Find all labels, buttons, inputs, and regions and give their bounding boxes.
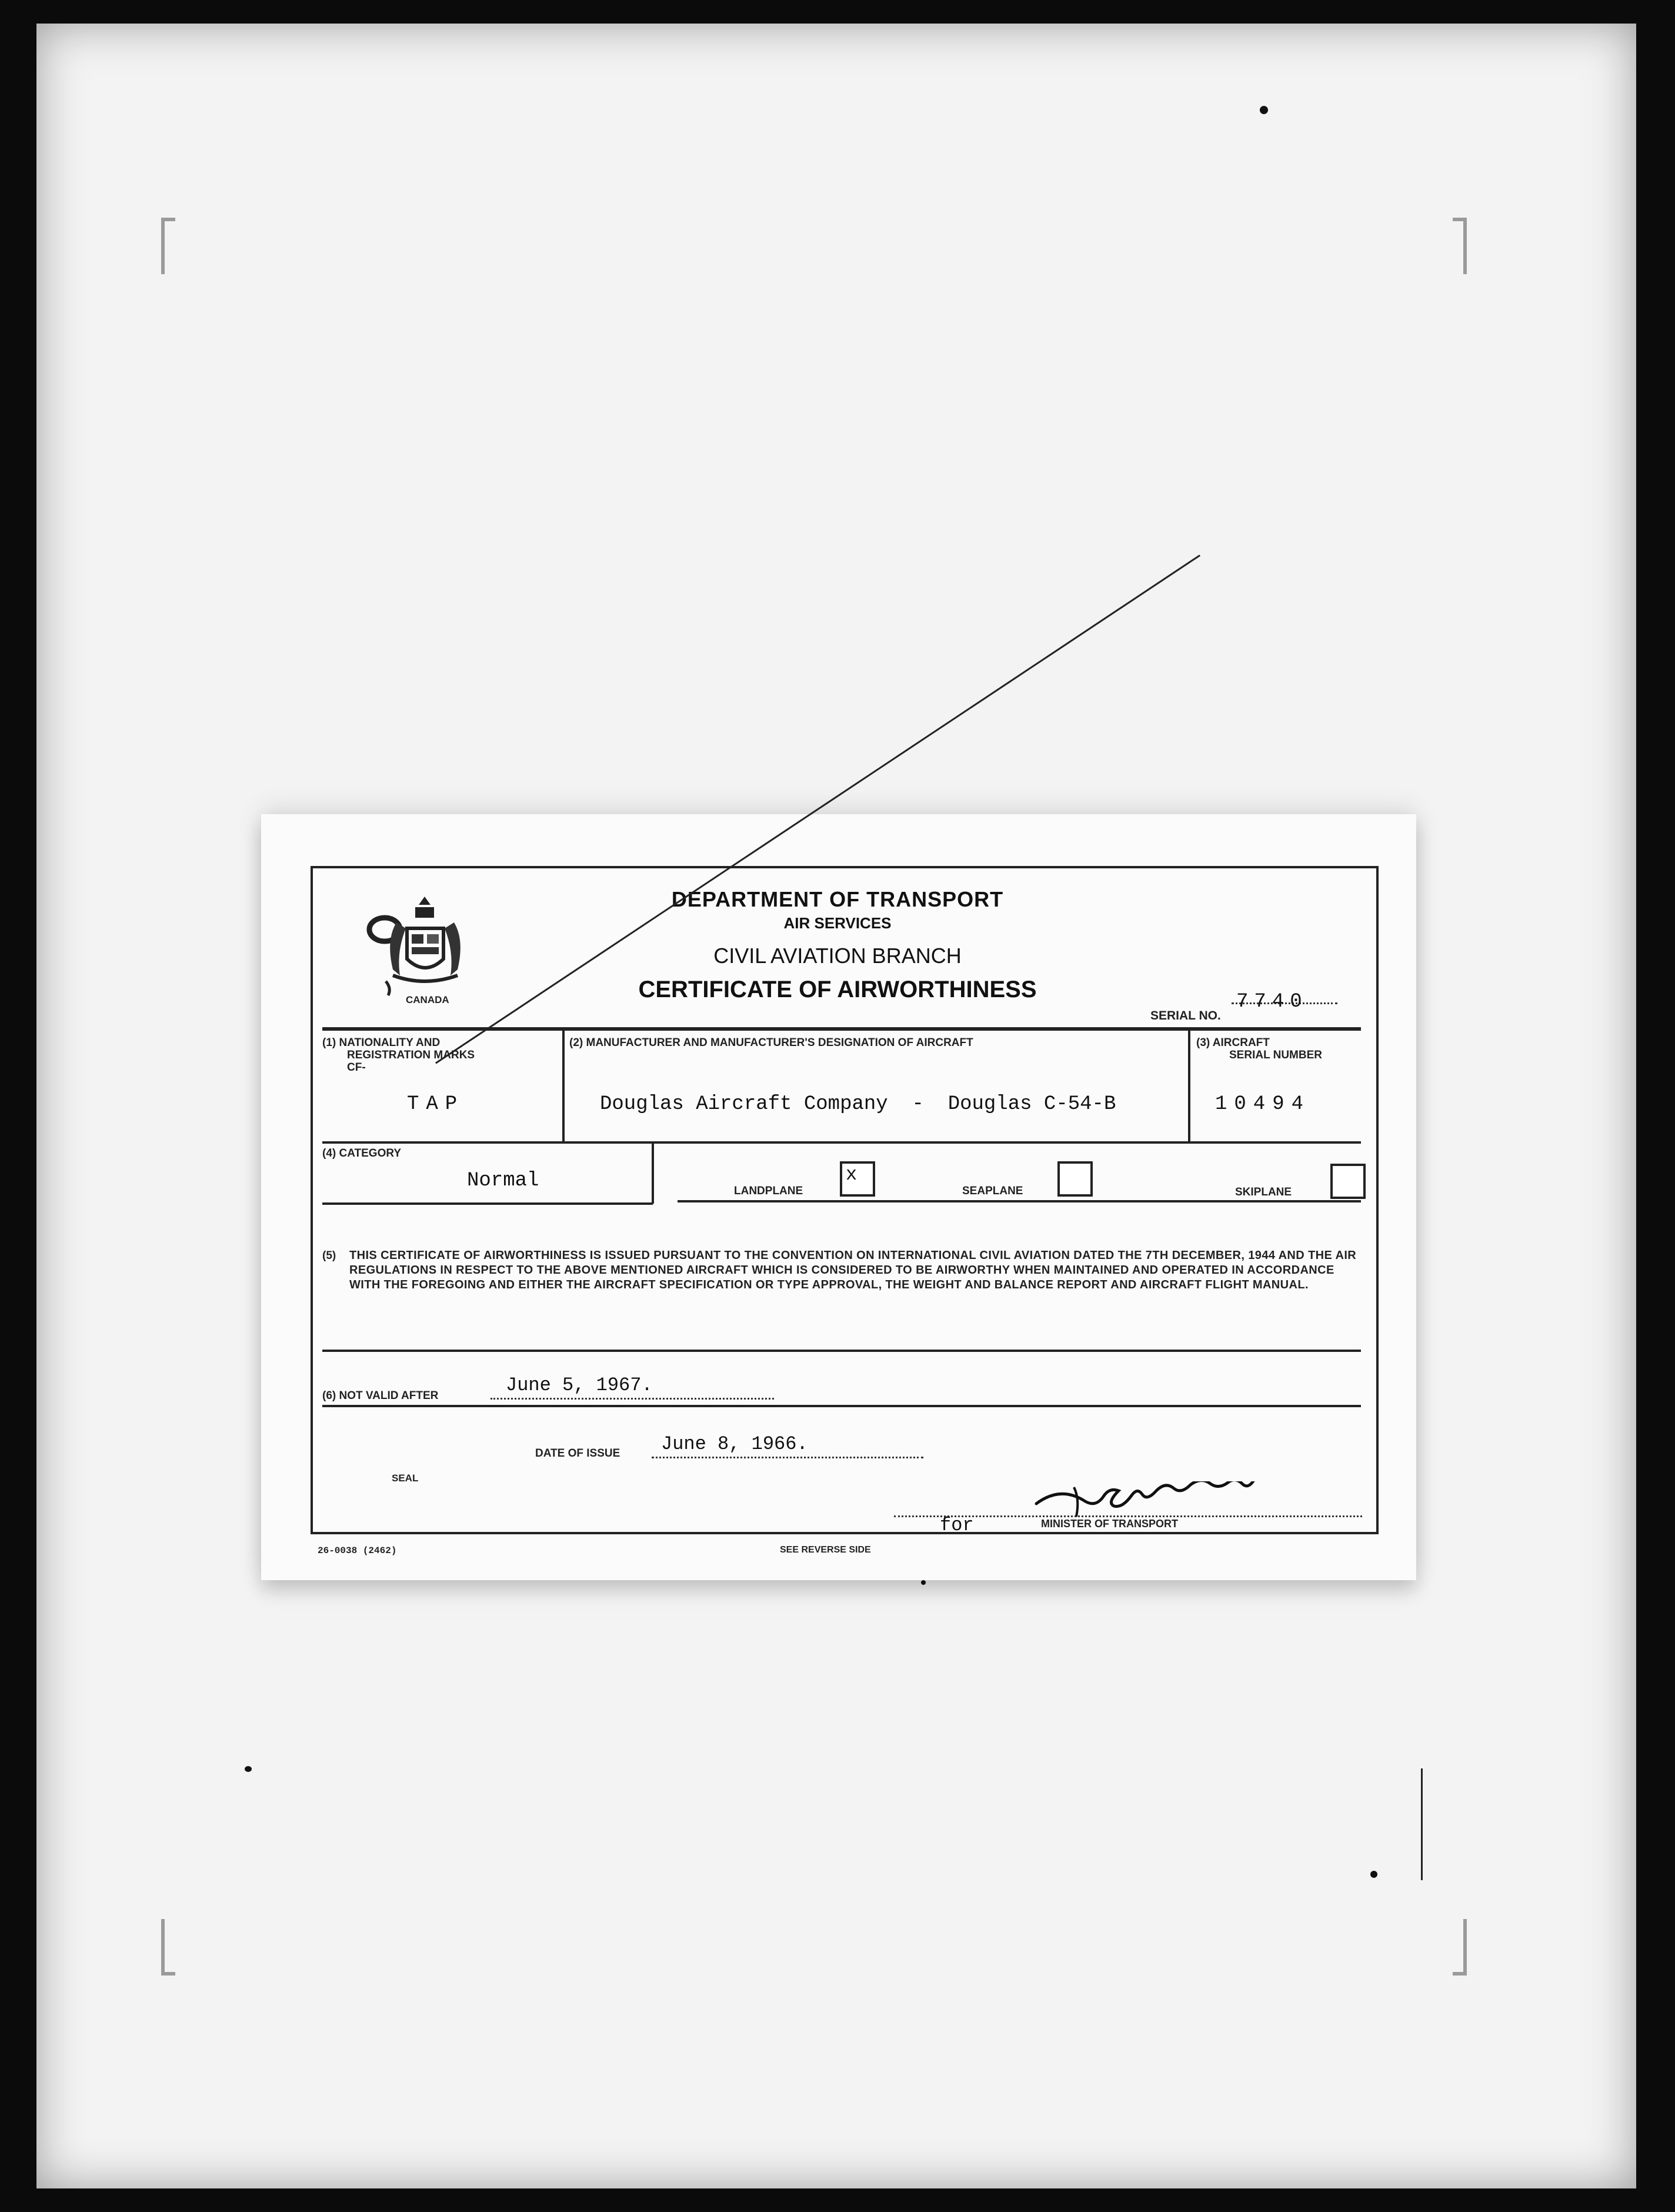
country-label: CANADA	[406, 994, 449, 1005]
rule	[562, 1031, 565, 1142]
dust-speck	[245, 1766, 252, 1772]
field4-label: (4) CATEGORY	[322, 1147, 402, 1160]
field1-label-line: CF-	[347, 1061, 366, 1074]
landplane-check-mark: x	[846, 1164, 857, 1185]
field1-label-line: (1) NATIONALITY AND	[322, 1037, 441, 1049]
rule	[652, 1144, 654, 1204]
certificate-statement: THIS CERTIFICATE OF AIRWORTHINESS IS ISSUED PURSUANT TO THE CONVENTION ON INTERNATIONAL CIVIL AVIATION DATED THE 7TH DECEMBER, 1944 AND THE AIR REGULATIONS IN RESPECT TO THE ABOVE MENTIONED AIRCRAFT WHICH IS CONSIDERED TO BE AIRWORTHY WHEN MAINTAINED AND OPERATED IN ACCORDANCE WITH THE FOREGOING AND EITHER THE AIRCRAFT SPECIFICATION OR TYPE APPROVAL, THE WEIGHT AND BALANCE REPORT AND AIRCRAFT FLIGHT MANUAL.	[349, 1249, 1357, 1291]
category-value: Normal	[467, 1170, 539, 1192]
not-valid-after-underline	[491, 1398, 774, 1400]
field5-label: (5)	[322, 1250, 336, 1262]
dust-speck	[1260, 106, 1268, 114]
service-heading: AIR SERVICES	[783, 914, 892, 932]
crop-mark-top-right	[1453, 218, 1467, 274]
minister-label: MINISTER OF TRANSPORT	[1041, 1518, 1178, 1530]
rule	[322, 1405, 1361, 1407]
crop-mark-bottom-left	[161, 1919, 175, 1976]
field1-label-line: REGISTRATION MARKS	[347, 1049, 475, 1061]
film-scratch	[1421, 1768, 1423, 1880]
field6-label: (6) NOT VALID AFTER	[322, 1390, 439, 1402]
registration-marks-value: TAP	[407, 1093, 465, 1115]
rule	[322, 1202, 653, 1205]
certificate-title: CERTIFICATE OF AIRWORTHINESS	[638, 977, 1037, 1002]
crop-mark-top-left	[161, 218, 175, 274]
field3-label-line: (3) AIRCRAFT	[1196, 1037, 1270, 1049]
seal-label: SEAL	[392, 1473, 419, 1484]
minister-signature	[1033, 1481, 1286, 1523]
crop-mark-bottom-right	[1453, 1919, 1467, 1976]
rule	[1188, 1031, 1190, 1142]
department-heading: DEPARTMENT OF TRANSPORT	[671, 887, 1004, 911]
serial-number-value: 7740	[1236, 991, 1308, 1013]
rule	[322, 1350, 1361, 1352]
dust-speck	[1370, 1871, 1377, 1878]
not-valid-after-value: June 5, 1967.	[506, 1374, 653, 1396]
branch-heading: CIVIL AVIATION BRANCH	[713, 944, 962, 968]
field2-label: (2) MANUFACTURER AND MANUFACTURER'S DESIGNATION OF AIRCRAFT	[569, 1037, 973, 1049]
rule	[678, 1200, 1361, 1202]
field3-label	[1196, 1037, 1322, 1061]
skiplane-checkbox[interactable]	[1330, 1164, 1366, 1199]
see-reverse-side: SEE REVERSE SIDE	[780, 1545, 871, 1555]
dust-speck	[921, 1580, 926, 1585]
field3-label-line: SERIAL NUMBER	[1229, 1049, 1322, 1061]
date-of-issue-value: June 8, 1966.	[661, 1433, 808, 1455]
rule	[322, 1141, 1361, 1144]
date-of-issue-underline	[652, 1457, 923, 1458]
for-text: for	[940, 1514, 974, 1536]
aircraft-serial-value: 10494	[1215, 1093, 1311, 1115]
seaplane-checkbox[interactable]	[1057, 1161, 1093, 1197]
manufacturer-value: Douglas Aircraft Company - Douglas C-54-B	[600, 1093, 1116, 1115]
field1-label	[322, 1037, 475, 1074]
rule	[322, 1027, 1361, 1031]
skiplane-label: SKIPLANE	[1235, 1186, 1292, 1198]
serial-number-label: SERIAL NO.	[1150, 1009, 1221, 1022]
landplane-label: LANDPLANE	[734, 1185, 803, 1197]
date-of-issue-label: DATE OF ISSUE	[535, 1447, 620, 1460]
form-number: 26-0038 (2462)	[318, 1545, 397, 1556]
seaplane-label: SEAPLANE	[962, 1185, 1023, 1197]
landplane-checkbox[interactable]	[840, 1161, 875, 1197]
